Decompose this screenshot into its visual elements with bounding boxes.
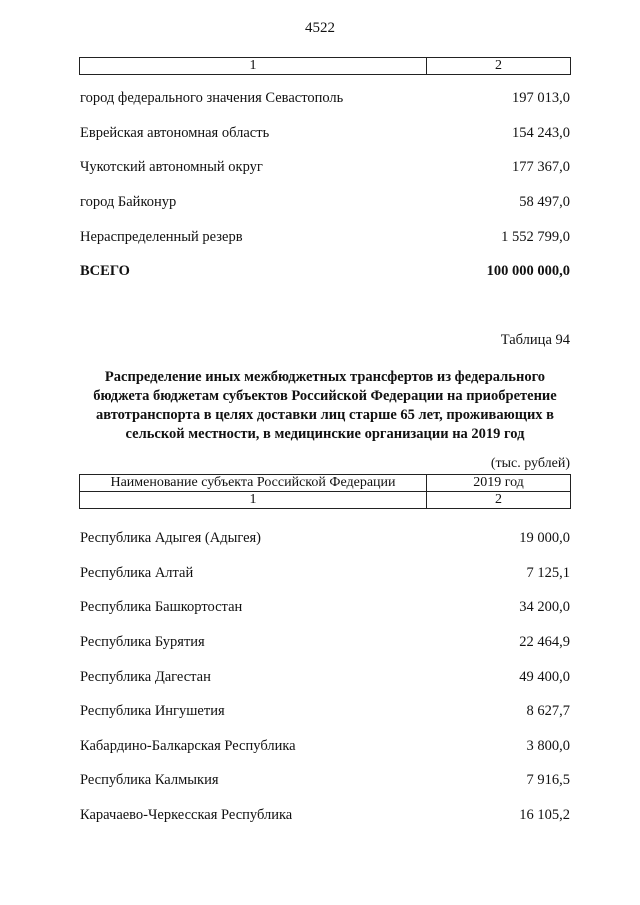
row-name: Еврейская автономная область xyxy=(80,125,270,141)
table-row xyxy=(80,599,570,616)
page-number: 4522 xyxy=(305,20,335,36)
table-number: Таблица 94 xyxy=(500,332,570,348)
row-name: Республика Башкортостан xyxy=(80,599,243,615)
table-row xyxy=(80,703,570,720)
row-name: Республика Адыгея (Адыгея) xyxy=(80,530,262,546)
units-label: (тыс. рублей) xyxy=(490,456,570,471)
row-name: Кабардино-Балкарская Республика xyxy=(80,738,296,754)
column-number-1: 1 xyxy=(80,58,427,75)
row-name: Республика Калмыкия xyxy=(80,772,219,788)
table-row xyxy=(80,125,570,142)
row-value: 16 105,2 xyxy=(519,807,570,823)
table-row xyxy=(80,159,570,176)
row-name: город Байконур xyxy=(80,194,177,210)
row-name: Чукотский автономный округ xyxy=(80,159,263,175)
row-value: 197 013,0 xyxy=(512,90,570,106)
row-value: 19 000,0 xyxy=(519,530,570,546)
column-number-1: 1 xyxy=(80,492,427,509)
total-label: ВСЕГО xyxy=(80,263,130,279)
top-table-header xyxy=(79,57,571,75)
table-row xyxy=(80,772,570,789)
row-name: Нераспределенный резерв xyxy=(80,229,243,245)
table-row xyxy=(80,669,570,686)
header-year: 2019 год xyxy=(427,475,571,492)
row-value: 58 497,0 xyxy=(519,194,570,210)
table-row xyxy=(80,738,570,755)
row-name: Республика Бурятия xyxy=(80,634,205,650)
row-name: город федерального значения Севастополь xyxy=(80,90,344,106)
title-line: бюджета бюджетам субъектов Российской Федерации на приобретение xyxy=(93,388,557,404)
table94-header xyxy=(79,474,571,509)
row-value: 177 367,0 xyxy=(512,159,570,175)
total-value: 100 000 000,0 xyxy=(486,263,570,279)
column-number-2: 2 xyxy=(427,492,571,509)
row-value: 1 552 799,0 xyxy=(501,229,570,245)
table-row xyxy=(80,565,570,582)
title-line: автотранспорта в целях доставки лиц старше 65 лет, проживающих в xyxy=(95,407,555,423)
row-value: 22 464,9 xyxy=(519,634,570,650)
table-row xyxy=(80,229,570,246)
row-value: 7 916,5 xyxy=(526,772,570,788)
row-value: 7 125,1 xyxy=(526,565,570,581)
table-row xyxy=(80,530,570,547)
table-row xyxy=(80,807,570,824)
row-value: 3 800,0 xyxy=(526,738,570,754)
row-name: Карачаево-Черкесская Республика xyxy=(80,807,293,823)
table-title xyxy=(80,368,570,444)
table-row xyxy=(80,90,570,107)
row-value: 154 243,0 xyxy=(512,125,570,141)
title-line: сельской местности, в медицинские организации на 2019 год xyxy=(125,426,525,442)
row-value: 49 400,0 xyxy=(519,669,570,685)
row-name: Республика Алтай xyxy=(80,565,194,581)
column-number-2: 2 xyxy=(427,58,571,75)
table-row xyxy=(80,194,570,211)
table-row xyxy=(80,634,570,651)
row-value: 8 627,7 xyxy=(526,703,570,719)
row-value: 34 200,0 xyxy=(519,599,570,615)
title-line: Распределение иных межбюджетных трансфертов из федерального xyxy=(104,369,546,385)
row-name: Республика Ингушетия xyxy=(80,703,225,719)
total-row xyxy=(80,263,570,280)
header-subject-name: Наименование субъекта Российской Федерации xyxy=(80,475,427,492)
row-name: Республика Дагестан xyxy=(80,669,211,685)
